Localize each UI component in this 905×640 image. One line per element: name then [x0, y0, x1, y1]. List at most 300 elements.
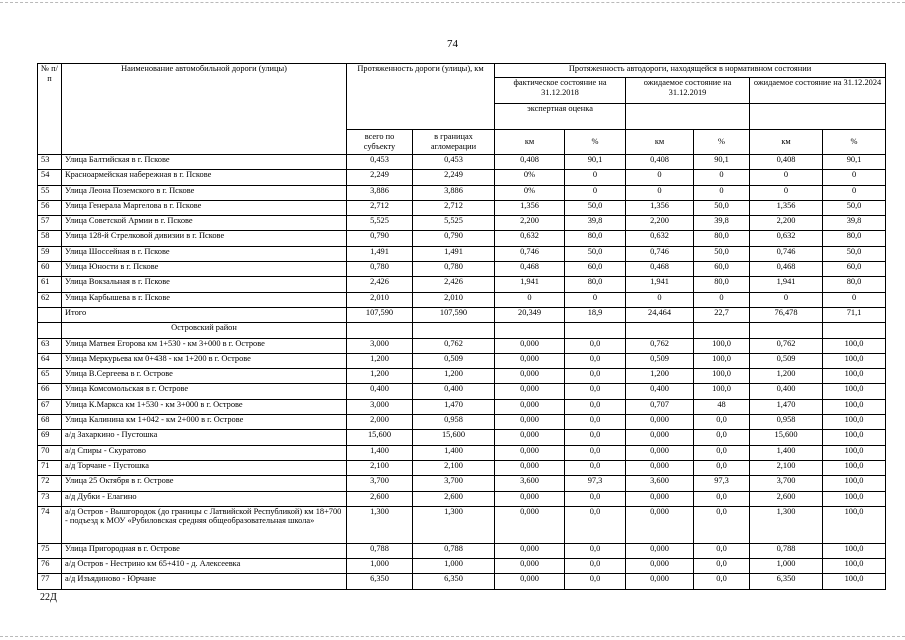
cell-km2024: 3,700 [750, 476, 823, 491]
cell-total: 3,000 [347, 338, 413, 353]
cell-km2019: 3,600 [626, 476, 694, 491]
footer-code: 22Д [40, 592, 57, 603]
cell-km2018: 0,408 [495, 155, 565, 170]
cell-total: 15,600 [347, 430, 413, 445]
cell-total: 0,780 [347, 262, 413, 277]
cell-p2024: 100,0 [823, 399, 886, 414]
cell-km2019: 2,200 [626, 216, 694, 231]
cell-agglo: 3,700 [413, 476, 495, 491]
cell-p2024: 100,0 [823, 574, 886, 589]
cell-p2019: 90,1 [694, 155, 750, 170]
cell-total: 107,590 [347, 307, 413, 322]
table-row [38, 543, 886, 558]
cell-name: Улица Комсомольская в г. Острове [62, 384, 347, 399]
cell-km2024: 0,632 [750, 231, 823, 246]
cell-km2018: 0,746 [495, 246, 565, 261]
cell-agglo: 0,958 [413, 415, 495, 430]
cell-p2018: 0,0 [565, 415, 626, 430]
cell-agglo: 15,600 [413, 430, 495, 445]
table-row [38, 445, 886, 460]
cell-p2024: 100,0 [823, 415, 886, 430]
cell-km2019: 1,356 [626, 200, 694, 215]
cell-p2018: 60,0 [565, 262, 626, 277]
cell-km2024: 0,408 [750, 155, 823, 170]
cell-p2019: 22,7 [694, 307, 750, 322]
scan-edge-top [0, 2, 905, 3]
section-empty-cell [413, 323, 495, 338]
cell-km2024: 0 [750, 292, 823, 307]
cell-total: 3,000 [347, 399, 413, 414]
cell-name: а/д Спиры - Скуратово [62, 445, 347, 460]
cell-name: Итого [62, 307, 347, 322]
cell-p2024: 100,0 [823, 384, 886, 399]
cell-total: 2,010 [347, 292, 413, 307]
cell-agglo: 0,400 [413, 384, 495, 399]
cell-num: 58 [38, 231, 62, 246]
cell-total: 0,788 [347, 543, 413, 558]
section-empty-cell [565, 323, 626, 338]
cell-num: 72 [38, 476, 62, 491]
cell-name: а/д Изъядиново - Юрчане [62, 574, 347, 589]
cell-agglo: 1,000 [413, 559, 495, 574]
cell-p2018: 0,0 [565, 399, 626, 414]
cell-km2024: 0,746 [750, 246, 823, 261]
cell-p2024: 100,0 [823, 506, 886, 543]
cell-num: 56 [38, 200, 62, 215]
cell-km2018: 0,000 [495, 369, 565, 384]
cell-km2024: 1,400 [750, 445, 823, 460]
cell-agglo: 0,790 [413, 231, 495, 246]
table-row [38, 476, 886, 491]
cell-name: а/д Остров - Нестрино км 65+410 - д. Алексеевка [62, 559, 347, 574]
cell-km2018: 0 [495, 292, 565, 307]
cell-p2018: 0,0 [565, 353, 626, 368]
cell-km2024: 1,000 [750, 559, 823, 574]
cell-km2024: 1,300 [750, 506, 823, 543]
section-empty-cell [495, 323, 565, 338]
cell-total: 1,000 [347, 559, 413, 574]
cell-p2019: 0 [694, 292, 750, 307]
cell-num: 73 [38, 491, 62, 506]
cell-km2019: 0,000 [626, 415, 694, 430]
header-km-2024: км [750, 130, 823, 155]
cell-p2018: 90,1 [565, 155, 626, 170]
cell-agglo: 2,712 [413, 200, 495, 215]
cell-km2018: 0,000 [495, 430, 565, 445]
header-percent-2024: % [823, 130, 886, 155]
cell-km2019: 0,000 [626, 445, 694, 460]
cell-agglo: 6,350 [413, 574, 495, 589]
cell-total: 2,100 [347, 460, 413, 475]
cell-km2019: 0,707 [626, 399, 694, 414]
cell-p2024: 0 [823, 292, 886, 307]
cell-km2019: 0,000 [626, 491, 694, 506]
table-row [38, 262, 886, 277]
cell-name: а/д Захаркино - Пустошка [62, 430, 347, 445]
cell-p2024: 0 [823, 170, 886, 185]
cell-agglo: 1,200 [413, 369, 495, 384]
cell-agglo: 107,590 [413, 307, 495, 322]
cell-name: Улица Вокзальная в г. Пскове [62, 277, 347, 292]
cell-total: 2,426 [347, 277, 413, 292]
table-row [38, 574, 886, 589]
cell-p2024: 100,0 [823, 476, 886, 491]
cell-km2024: 1,941 [750, 277, 823, 292]
cell-name: Улица 128-й Стрелковой дивизии в г. Пскове [62, 231, 347, 246]
cell-km2018: 1,356 [495, 200, 565, 215]
table-row [38, 185, 886, 200]
cell-p2024: 100,0 [823, 491, 886, 506]
cell-name: Улица В.Сергеева в г. Острове [62, 369, 347, 384]
cell-p2024: 39,8 [823, 216, 886, 231]
header-km-2018: км [495, 130, 565, 155]
cell-p2019: 50,0 [694, 246, 750, 261]
cell-name: Улица Калинина км 1+042 - км 2+000 в г. Острове [62, 415, 347, 430]
table-row [38, 277, 886, 292]
cell-km2018: 0% [495, 185, 565, 200]
cell-agglo: 0,780 [413, 262, 495, 277]
cell-agglo: 2,249 [413, 170, 495, 185]
cell-km2018: 1,941 [495, 277, 565, 292]
cell-agglo: 1,470 [413, 399, 495, 414]
cell-num: 57 [38, 216, 62, 231]
cell-num: 63 [38, 338, 62, 353]
table-row [38, 353, 886, 368]
cell-total: 1,200 [347, 369, 413, 384]
section-empty-cell [626, 323, 694, 338]
table-row [38, 506, 886, 543]
header-percent-2019: % [694, 130, 750, 155]
cell-p2024: 60,0 [823, 262, 886, 277]
table-row [38, 491, 886, 506]
header-name: Наименование автомобильной дороги (улицы) [62, 64, 347, 155]
cell-p2018: 0,0 [565, 460, 626, 475]
cell-p2018: 18,9 [565, 307, 626, 322]
cell-name: Улица Советской Армии в г. Пскове [62, 216, 347, 231]
cell-p2019: 39,8 [694, 216, 750, 231]
cell-p2019: 97,3 [694, 476, 750, 491]
cell-p2018: 0,0 [565, 338, 626, 353]
table-header [38, 64, 886, 155]
cell-km2024: 1,470 [750, 399, 823, 414]
cell-agglo: 1,400 [413, 445, 495, 460]
cell-km2024: 0 [750, 170, 823, 185]
section-row [38, 323, 886, 338]
cell-num: 62 [38, 292, 62, 307]
cell-num: 60 [38, 262, 62, 277]
cell-num: 66 [38, 384, 62, 399]
header-blank-2024 [750, 104, 886, 130]
header-percent-2018: % [565, 130, 626, 155]
cell-p2018: 0,0 [565, 559, 626, 574]
cell-p2024: 80,0 [823, 231, 886, 246]
cell-p2019: 0 [694, 170, 750, 185]
table-row [38, 430, 886, 445]
cell-num: 75 [38, 543, 62, 558]
cell-name: Улица К.Маркса км 1+530 - км 3+000 в г. Острове [62, 399, 347, 414]
table-row [38, 369, 886, 384]
cell-p2019: 0,0 [694, 445, 750, 460]
cell-p2024: 100,0 [823, 445, 886, 460]
cell-p2019: 0,0 [694, 430, 750, 445]
cell-total: 0,453 [347, 155, 413, 170]
cell-km2018: 0,000 [495, 353, 565, 368]
cell-num: 71 [38, 460, 62, 475]
cell-p2018: 50,0 [565, 200, 626, 215]
cell-p2018: 0,0 [565, 369, 626, 384]
cell-p2018: 0 [565, 170, 626, 185]
cell-p2024: 100,0 [823, 559, 886, 574]
cell-p2019: 0,0 [694, 543, 750, 558]
cell-km2019: 0,000 [626, 559, 694, 574]
cell-km2018: 0,000 [495, 543, 565, 558]
cell-name: Улица Шоссейная в г. Пскове [62, 246, 347, 261]
cell-agglo: 0,788 [413, 543, 495, 558]
cell-km2024: 76,478 [750, 307, 823, 322]
table-row [38, 292, 886, 307]
cell-km2018: 20,349 [495, 307, 565, 322]
cell-km2019: 0 [626, 170, 694, 185]
cell-total: 6,350 [347, 574, 413, 589]
cell-total: 2,000 [347, 415, 413, 430]
cell-name: Улица 25 Октября в г. Острове [62, 476, 347, 491]
cell-km2018: 0,000 [495, 415, 565, 430]
cell-p2019: 100,0 [694, 384, 750, 399]
cell-km2019: 24,464 [626, 307, 694, 322]
table-row [38, 231, 886, 246]
total-row [38, 307, 886, 322]
cell-p2018: 0,0 [565, 384, 626, 399]
cell-num: 76 [38, 559, 62, 574]
cell-km2019: 0,000 [626, 460, 694, 475]
cell-agglo: 5,525 [413, 216, 495, 231]
cell-agglo: 2,600 [413, 491, 495, 506]
cell-agglo: 2,100 [413, 460, 495, 475]
cell-agglo: 2,426 [413, 277, 495, 292]
cell-num: 64 [38, 353, 62, 368]
cell-km2018: 0,000 [495, 506, 565, 543]
table-row [38, 170, 886, 185]
header-blank-2019 [626, 104, 750, 130]
cell-agglo: 1,300 [413, 506, 495, 543]
cell-p2018: 0,0 [565, 574, 626, 589]
table-row [38, 415, 886, 430]
cell-total: 1,400 [347, 445, 413, 460]
cell-total: 1,491 [347, 246, 413, 261]
table-row [38, 246, 886, 261]
cell-num: 61 [38, 277, 62, 292]
cell-p2019: 48 [694, 399, 750, 414]
cell-p2019: 0,0 [694, 415, 750, 430]
cell-p2019: 60,0 [694, 262, 750, 277]
header-km-2019: км [626, 130, 694, 155]
section-empty-cell [823, 323, 886, 338]
cell-name: а/д Остров - Вышгородок (до границы с Латвийской Республикой) км 18+700 - подъезд к МОУ «Рубиловская средняя общеобразовательная школа» [62, 506, 347, 543]
cell-p2018: 0,0 [565, 506, 626, 543]
section-empty-cell [347, 323, 413, 338]
cell-km2018: 0,468 [495, 262, 565, 277]
cell-p2024: 80,0 [823, 277, 886, 292]
cell-p2019: 0,0 [694, 559, 750, 574]
cell-p2018: 80,0 [565, 231, 626, 246]
cell-agglo: 0,762 [413, 338, 495, 353]
cell-p2024: 71,1 [823, 307, 886, 322]
cell-num: 67 [38, 399, 62, 414]
header-expected-2024: ожидаемое состояние на 31.12.2024 [750, 78, 886, 104]
cell-total: 2,600 [347, 491, 413, 506]
cell-p2019: 0,0 [694, 506, 750, 543]
cell-km2024: 0,762 [750, 338, 823, 353]
cell-num [38, 307, 62, 322]
cell-km2019: 0,468 [626, 262, 694, 277]
cell-km2018: 0,632 [495, 231, 565, 246]
cell-km2024: 1,356 [750, 200, 823, 215]
cell-km2024: 0,400 [750, 384, 823, 399]
cell-p2018: 0 [565, 185, 626, 200]
cell-name: Улица Пригородная в г. Острове [62, 543, 347, 558]
cell-total: 0,790 [347, 231, 413, 246]
cell-km2024: 6,350 [750, 574, 823, 589]
cell-agglo: 1,491 [413, 246, 495, 261]
cell-km2024: 1,200 [750, 369, 823, 384]
table-row [38, 200, 886, 215]
cell-p2018: 80,0 [565, 277, 626, 292]
cell-p2024: 100,0 [823, 338, 886, 353]
cell-name: Улица Меркурьева км 0+438 - км 1+200 в г. Острове [62, 353, 347, 368]
cell-p2019: 100,0 [694, 369, 750, 384]
cell-km2019: 1,941 [626, 277, 694, 292]
cell-km2018: 0,000 [495, 384, 565, 399]
cell-km2024: 15,600 [750, 430, 823, 445]
cell-km2018: 0,000 [495, 559, 565, 574]
cell-km2019: 0,762 [626, 338, 694, 353]
cell-p2019: 50,0 [694, 200, 750, 215]
cell-p2024: 50,0 [823, 200, 886, 215]
cell-km2018: 0,000 [495, 491, 565, 506]
cell-num: 54 [38, 170, 62, 185]
cell-name: Улица Леона Поземского в г. Пскове [62, 185, 347, 200]
cell-total: 1,300 [347, 506, 413, 543]
cell-total: 3,700 [347, 476, 413, 491]
cell-km2018: 0,000 [495, 338, 565, 353]
cell-km2019: 0 [626, 185, 694, 200]
cell-p2019: 100,0 [694, 338, 750, 353]
table-row [38, 559, 886, 574]
header-within-agglomeration: в границах агломерации [413, 130, 495, 155]
cell-p2019: 0,0 [694, 574, 750, 589]
scan-edge-bottom [0, 636, 905, 637]
cell-num: 69 [38, 430, 62, 445]
cell-km2019: 0,000 [626, 543, 694, 558]
table-row [38, 399, 886, 414]
header-expected-2019: ожидаемое состояние на 31.12.2019 [626, 78, 750, 104]
cell-km2024: 0,788 [750, 543, 823, 558]
cell-p2019: 80,0 [694, 231, 750, 246]
cell-total: 3,886 [347, 185, 413, 200]
cell-p2024: 100,0 [823, 460, 886, 475]
cell-km2019: 0,509 [626, 353, 694, 368]
cell-name: Улица Генерала Маргелова в г. Пскове [62, 200, 347, 215]
cell-km2024: 0,509 [750, 353, 823, 368]
cell-km2019: 1,200 [626, 369, 694, 384]
cell-p2018: 39,8 [565, 216, 626, 231]
cell-km2024: 0 [750, 185, 823, 200]
section-num-cell [38, 323, 62, 338]
cell-total: 1,200 [347, 353, 413, 368]
cell-p2024: 100,0 [823, 430, 886, 445]
cell-p2018: 0,0 [565, 543, 626, 558]
cell-km2018: 0,000 [495, 460, 565, 475]
cell-p2019: 0 [694, 185, 750, 200]
cell-agglo: 3,886 [413, 185, 495, 200]
roads-table [37, 63, 886, 590]
cell-name: Улица Матвея Егорова км 1+530 - км 3+000 в г. Острове [62, 338, 347, 353]
table-row [38, 216, 886, 231]
cell-num: 77 [38, 574, 62, 589]
cell-km2024: 2,100 [750, 460, 823, 475]
cell-km2024: 0,958 [750, 415, 823, 430]
cell-km2019: 0,632 [626, 231, 694, 246]
cell-km2024: 2,600 [750, 491, 823, 506]
cell-name: Красноармейская набережная в г. Пскове [62, 170, 347, 185]
cell-p2024: 100,0 [823, 369, 886, 384]
cell-km2018: 2,200 [495, 216, 565, 231]
cell-name: а/д Дубки - Елагино [62, 491, 347, 506]
cell-agglo: 2,010 [413, 292, 495, 307]
table-row [38, 338, 886, 353]
table-row [38, 155, 886, 170]
cell-p2024: 100,0 [823, 543, 886, 558]
cell-km2019: 0,400 [626, 384, 694, 399]
cell-name: а/д Торчане - Пустошка [62, 460, 347, 475]
cell-total: 5,525 [347, 216, 413, 231]
cell-num: 59 [38, 246, 62, 261]
cell-km2024: 2,200 [750, 216, 823, 231]
header-normative: Протяженность автодороги, находящейся в нормативном состоянии [495, 64, 886, 78]
cell-p2024: 90,1 [823, 155, 886, 170]
cell-total: 2,712 [347, 200, 413, 215]
cell-p2019: 80,0 [694, 277, 750, 292]
cell-p2018: 0,0 [565, 445, 626, 460]
cell-km2019: 0,000 [626, 430, 694, 445]
cell-p2018: 0,0 [565, 430, 626, 445]
cell-km2018: 0,000 [495, 399, 565, 414]
cell-p2019: 0,0 [694, 491, 750, 506]
cell-p2024: 50,0 [823, 246, 886, 261]
cell-name: Улица Балтийская в г. Пскове [62, 155, 347, 170]
cell-name: Улица Юности в г. Пскове [62, 262, 347, 277]
cell-km2019: 0,000 [626, 506, 694, 543]
cell-num: 55 [38, 185, 62, 200]
cell-km2018: 0,000 [495, 574, 565, 589]
cell-num: 70 [38, 445, 62, 460]
cell-agglo: 0,509 [413, 353, 495, 368]
cell-num: 68 [38, 415, 62, 430]
page-number: 74 [447, 38, 458, 50]
header-total-subject: всего по субъекту [347, 130, 413, 155]
cell-p2024: 100,0 [823, 353, 886, 368]
cell-p2018: 97,3 [565, 476, 626, 491]
section-title: Островский район [62, 323, 347, 338]
cell-total: 0,400 [347, 384, 413, 399]
cell-p2024: 0 [823, 185, 886, 200]
cell-km2019: 0,408 [626, 155, 694, 170]
header-expert-estimate: экспертная оценка [495, 104, 626, 130]
cell-km2019: 0 [626, 292, 694, 307]
header-length: Протяженность дороги (улицы), км [347, 64, 495, 130]
cell-num: 74 [38, 506, 62, 543]
cell-name: Улица Карбышева в г. Пскове [62, 292, 347, 307]
